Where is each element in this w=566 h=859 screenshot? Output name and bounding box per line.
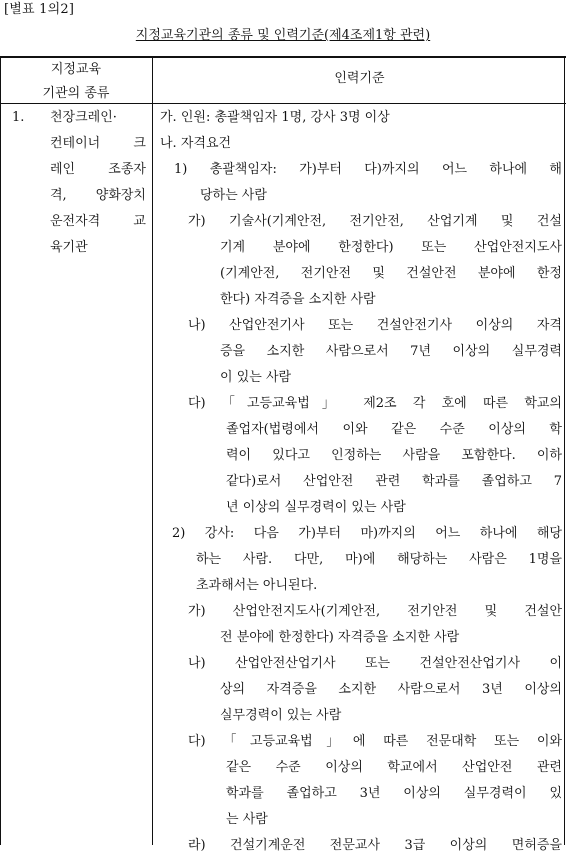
- standard-line: 나. 자격요건: [160, 136, 232, 151]
- standard-line: 실무경력이 있는 사람: [220, 708, 342, 723]
- table-column-divider: [152, 56, 153, 845]
- row-kind-line: 컨테이너 크: [50, 136, 146, 151]
- row-kind-line: 육기관: [50, 240, 88, 255]
- standard-line: 같은 수준 이상의 학교에서 산업안전 관련: [226, 760, 562, 775]
- standard-line: 한다) 자격증을 소지한 사람: [220, 292, 376, 307]
- standard-line: 졸업자(법령에서 이와 같은 수준 이상의 학: [226, 422, 562, 437]
- standard-line: 2) 강사: 다음 가)부터 마)까지의 어느 하나에 해당: [172, 526, 562, 541]
- standard-line: 학과를 졸업하고 3년 이상의 실무경력이 있: [226, 786, 562, 801]
- standard-line: 당하는 사람: [200, 188, 267, 203]
- row-kind-line: 운전자격 교: [50, 214, 146, 229]
- standard-line: 년 이상의 실무경력이 있는 사람: [226, 500, 406, 515]
- standard-line: 가. 인원: 총괄책임자 1명, 강사 3명 이상: [160, 110, 390, 125]
- row-number: 1.: [12, 110, 25, 125]
- annex-label: [별표 1의2]: [4, 2, 75, 17]
- standard-line: 가) 기술사(기계안전, 전기안전, 산업기계 및 건설: [188, 214, 562, 229]
- header-kind-line: 기관의 종류: [42, 86, 110, 101]
- table-right-border: [564, 56, 565, 845]
- standard-line: 다) 「고등교육법」 제2조 각 호에 따른 학교의: [188, 396, 562, 411]
- standard-line: 는 사람: [226, 812, 268, 827]
- row-kind-line: 천장크레인·: [50, 110, 117, 125]
- row-kind-line: 레인 조종자: [50, 162, 146, 177]
- row-kind-line: 격, 양화장치: [50, 188, 146, 203]
- standard-line: 1) 총괄책임자: 가)부터 다)까지의 어느 하나에 해: [174, 162, 562, 177]
- standard-line: 전 분야에 한정한다) 자격증을 소지한 사람: [220, 630, 460, 645]
- table-left-border: [0, 56, 1, 845]
- standard-line: 이 있는 사람: [220, 370, 292, 385]
- standard-line: 나) 산업안전기사 또는 건설안전기사 이상의 자격: [188, 318, 562, 333]
- document-title-text: 지정교육기관의 종류 및 인력기준(제4조제1항 관련): [135, 28, 431, 43]
- standard-line: 상의 자격증을 소지한 사람으로서 3년 이상의: [220, 682, 562, 697]
- standard-line: 증을 소지한 사람으로서 7년 이상의 실무경력: [220, 344, 562, 359]
- standard-line: 가) 산업안전지도사(기계안전, 전기안전 및 건설안: [188, 604, 562, 619]
- header-kind-line: 지정교육: [50, 62, 102, 77]
- standard-line: 초과해서는 아니된다.: [196, 578, 318, 593]
- standard-line: 다) 「고등교육법」에 따른 전문대학 또는 이와: [188, 734, 562, 749]
- standard-line: (기계안전, 전기안전 및 건설안전 분야에 한정: [220, 266, 562, 281]
- standard-line: 하는 사람. 다만, 마)에 해당하는 사람은 1명을: [196, 552, 562, 567]
- header-standard-cell: 인력기준: [334, 71, 385, 86]
- row-kind-name: [50, 105, 146, 261]
- standard-line: 라) 건설기계운전 전문교사 3급 이상의 면허증을: [188, 838, 562, 853]
- standard-line: 나) 산업안전산업기사 또는 건설안전산업기사 이: [188, 656, 562, 671]
- document-title: [0, 27, 566, 45]
- standard-line: 력이 있다고 인정하는 사람을 포함한다. 이하: [226, 448, 562, 463]
- standard-line: 같다)로서 산업안전 관련 학과를 졸업하고 7: [226, 474, 562, 489]
- header-kind-cell: [0, 58, 152, 106]
- standard-line: 기계 분야에 한정한다) 또는 산업안전지도사: [220, 240, 562, 255]
